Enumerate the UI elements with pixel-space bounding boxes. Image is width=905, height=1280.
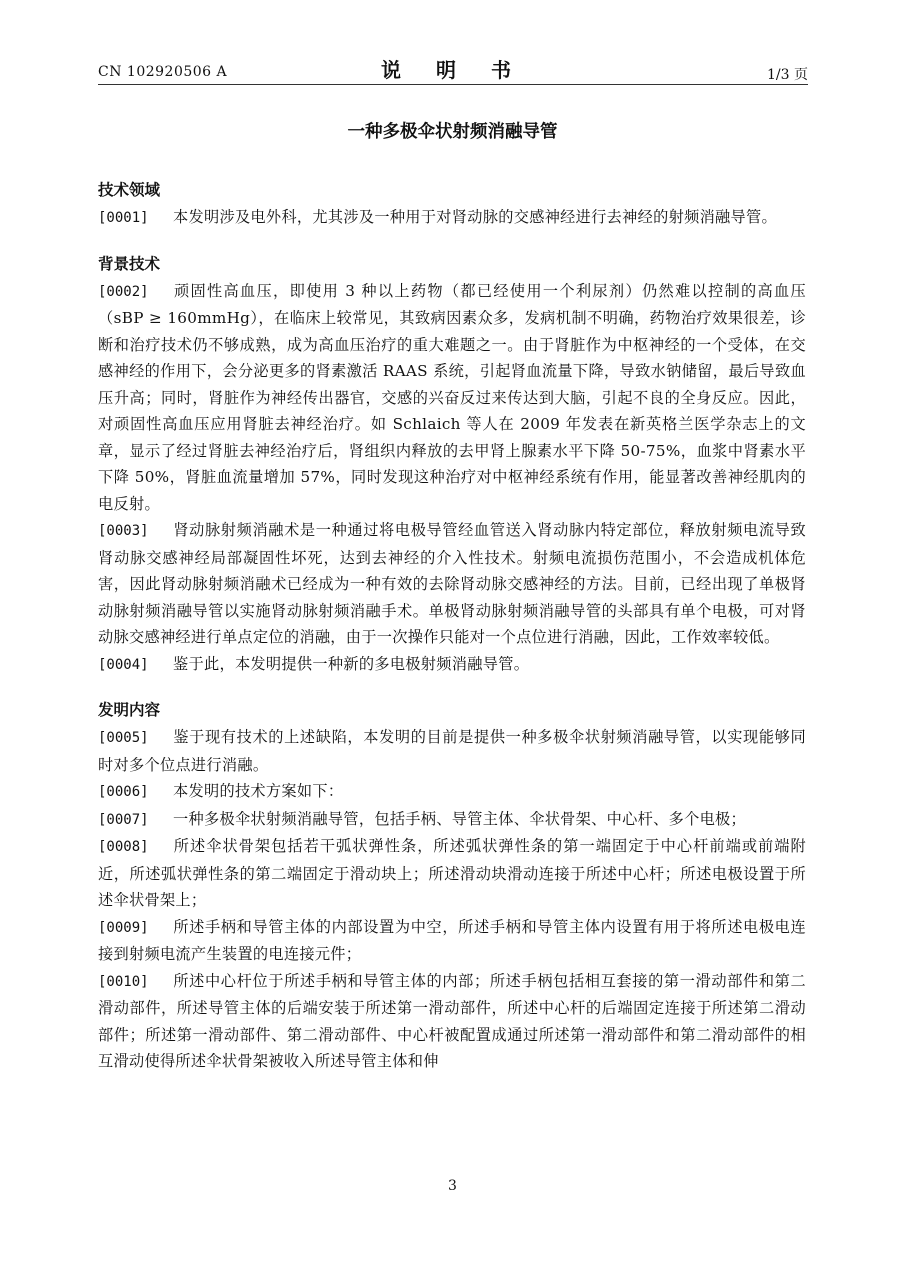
- paragraph-number: [0003]: [98, 523, 149, 539]
- header-rule: [98, 84, 808, 85]
- paragraph-text: 所述手柄和导管主体的内部设置为中空，所述手柄和导管主体内设置有用于将所述电极电连接到射频电流产生装置的电连接元件；: [98, 917, 806, 963]
- paragraph-number: [0004]: [98, 656, 149, 673]
- section-heading: 技术领域: [98, 181, 161, 199]
- paragraph-text: 本发明涉及电外科，尤其涉及一种用于对肾动脉的交感神经进行去神经的射频消融导管。: [173, 208, 778, 226]
- paragraph: [98, 517, 806, 651]
- paragraph-text: 顽固性高血压，即使用 3 种以上药物（都已经使用一个利尿剂）仍然难以控制的高血压（sBP ≥ 160mmHg），在临床上较常见，其致病因素众多，发病机制不明确，药物治疗效果很差，诊断和治疗技术仍不够成熟，成为高血压治疗的重大难题之一。由于肾脏作为中枢神经的一个受体，在交感神经的作用下，会分泌更多的肾素激活 RAAS 系统，引起肾血流量下降，导致水钠储留，最后导致血压升高；同时，肾脏作为神经传出器官，交感的兴奋反过来传达到大脑，引起不良的全身反应。因此，对顽固性高血压应用肾脏去神经治疗。如 Schlaich 等人在 2009 年发表在新英格兰医学杂志上的文章，显示了经过肾脏去神经治疗后，肾组织内释放的去甲肾上腺素水平下降 50-75%，血浆中肾素水平下降 50%，肾脏血流量增加 57%，同时发现这种治疗对中枢神经系统有作用，能显著改善神经肌肉的电反射。: [98, 281, 806, 513]
- paragraph-number: [0001]: [98, 210, 149, 226]
- document-body: [98, 168, 806, 1075]
- paragraph-number: [0002]: [98, 283, 149, 300]
- paragraph: [98, 914, 806, 968]
- section-heading: 背景技术: [98, 254, 161, 273]
- document-title: 一种多极伞状射频消融导管: [347, 122, 558, 142]
- paragraph-text: 所述中心杆位于所述手柄和导管主体的内部；所述手柄包括相互套接的第一滑动部件和第二滑动部件，所述导管主体的后端安装于所述第一滑动部件，所述中心杆的后端固定连接于所述第二滑动部件；所述第一滑动部件、第二滑动部件、中心杆被配置成通过所述第一滑动部件和第二滑动部件的相互滑动使得所述伞状骨架被收入所述导管主体和伸: [98, 971, 806, 1070]
- paragraph-number: [0009]: [98, 919, 149, 936]
- paragraph: [98, 278, 806, 518]
- paragraph: [98, 651, 806, 679]
- paragraph: [98, 833, 806, 914]
- paragraph-text: 一种多极伞状射频消融导管，包括手柄、导管主体、伞状骨架、中心杆、多个电极；: [173, 809, 747, 828]
- paragraph: [98, 806, 806, 834]
- paragraph-text: 所述伞状骨架包括若干弧状弹性条，所述弧状弹性条的第一端固定于中心杆前端或前端附近，所述弧状弹性条的第二端固定于滑动块上；所述滑动块滑动连接于所述中心杆；所述电极设置于所述伞状骨架上；: [98, 837, 806, 909]
- paragraph-text: 鉴于此，本发明提供一种新的多电极射频消融导管。: [173, 654, 530, 673]
- paragraph-number: [0010]: [98, 973, 149, 990]
- page-header: [98, 54, 808, 84]
- paragraph-number: [0008]: [98, 839, 149, 855]
- document-type: 说 明 书: [381, 58, 525, 82]
- paragraph: [98, 968, 806, 1075]
- paragraph: [98, 724, 806, 778]
- paragraph-text: 肾动脉射频消融术是一种通过将电极导管经血管送入肾动脉内特定部位，释放射频电流导致肾动脉交感神经局部凝固性坏死，达到去神经的介入性技术。射频电流损伤范围小，不会造成机体危害，因此肾动脉射频消融术已经成为一种有效的去除肾动脉交感神经的方法。目前，已经出现了单极肾动脉射频消融导管以实施肾动脉射频消融手术。单极肾动脉射频消融导管的头部具有单个电极，可对肾动脉交感神经进行单点定位的消融，由于一次操作只能对一个点位进行消融，因此，工作效率较低。: [98, 521, 806, 646]
- paragraph-text: 本发明的技术方案如下：: [173, 782, 344, 800]
- paragraph-number: [0006]: [98, 784, 149, 800]
- paragraph: [98, 204, 806, 232]
- paragraph-text: 鉴于现有技术的上述缺陷，本发明的目前是提供一种多极伞状射频消融导管，以实现能够同时对多个位点进行消融。: [98, 728, 806, 774]
- page-number: 3: [448, 1178, 457, 1194]
- paragraph-number: [0007]: [98, 811, 149, 828]
- publication-number: CN 102920506 A: [98, 64, 228, 80]
- paragraph-number: [0005]: [98, 730, 149, 746]
- paragraph: [98, 778, 806, 806]
- page-info: 1/3 页: [767, 67, 808, 83]
- section-heading: 发明内容: [98, 701, 161, 719]
